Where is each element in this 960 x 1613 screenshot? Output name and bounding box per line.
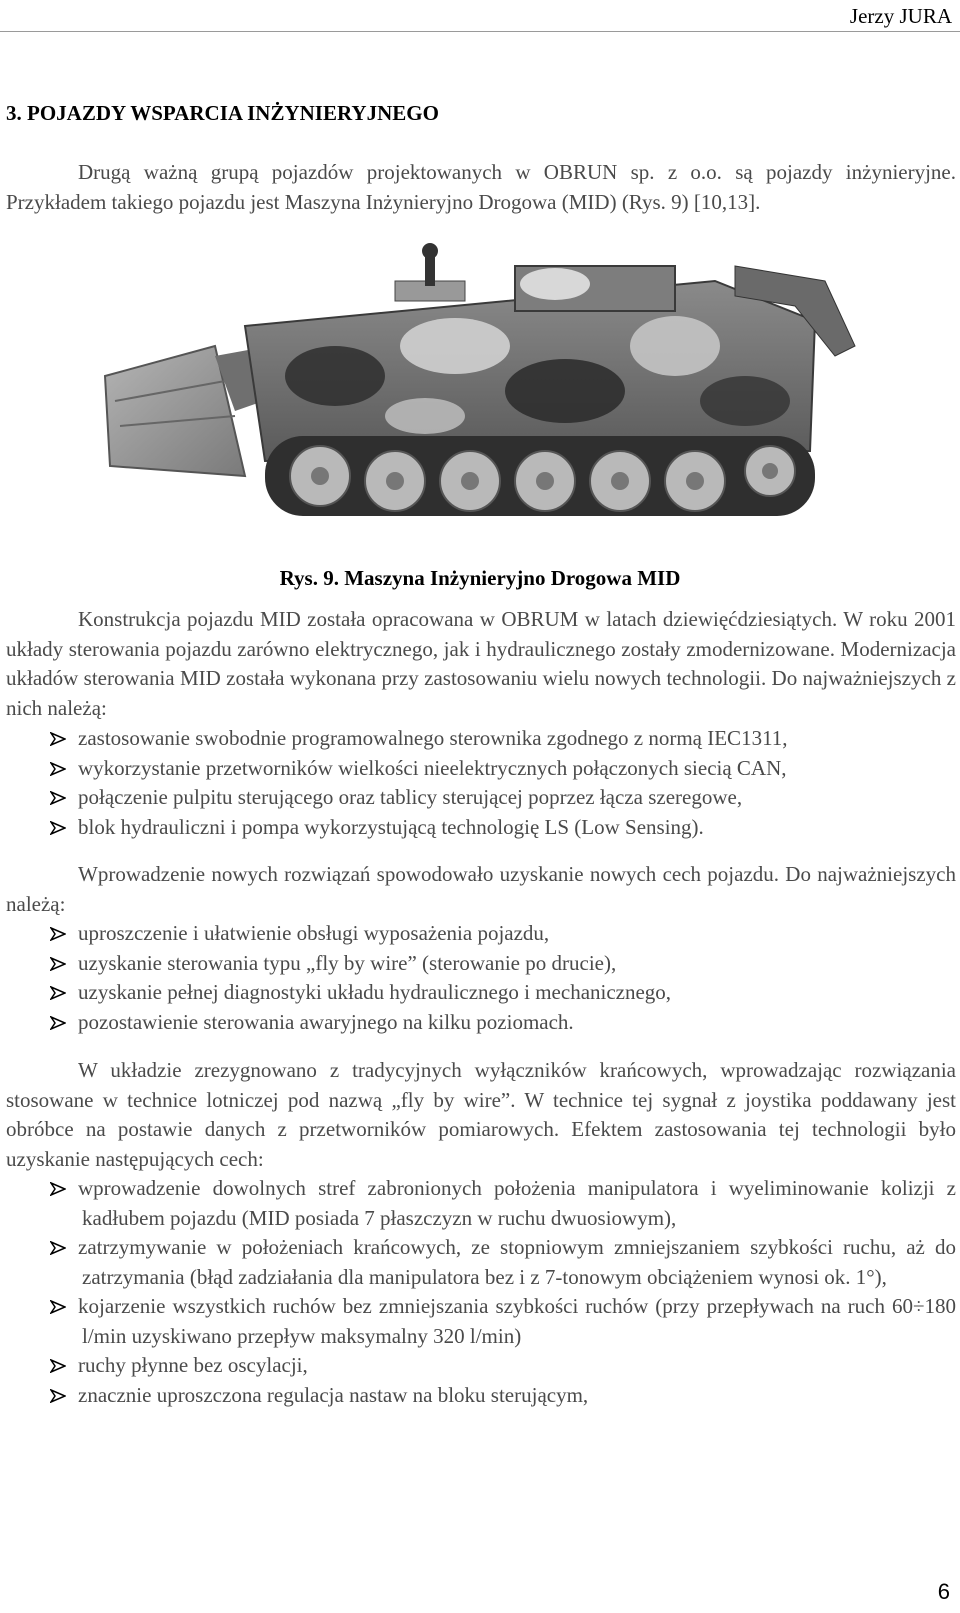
list-effects xyxy=(6,1174,956,1410)
arrow-bullet-icon xyxy=(50,1016,66,1030)
list-item: pozostawienie sterowania awaryjnego na kilku poziomach. xyxy=(6,1008,956,1038)
header-divider xyxy=(0,31,960,32)
section-heading: 3. POJAZDY WSPARCIA INŻYNIERYJNEGO xyxy=(6,101,439,125)
arrow-bullet-icon xyxy=(50,732,66,746)
arrow-bullet-icon xyxy=(50,927,66,941)
list-item: uzyskanie sterowania typu „fly by wire” (sterowanie po drucie), xyxy=(6,949,956,979)
list-item: uzyskanie pełnej diagnostyki układu hydraulicznego i mechanicznego, xyxy=(6,978,956,1008)
page-header-author: Jerzy JURA xyxy=(849,4,952,28)
arrow-bullet-icon xyxy=(50,957,66,971)
list-item: kojarzenie wszystkich ruchów bez zmniejszania szybkości ruchów (przy przepływach na ruch 60÷180 l/min uzyskiwano przepływ maksymalny 320 l/min) xyxy=(6,1292,956,1351)
list-item: połączenie pulpitu sterującego oraz tablicy sterującej poprzez łącza szeregowe, xyxy=(6,783,956,813)
arrow-bullet-icon xyxy=(50,821,66,835)
list-item: ruchy płynne bez oscylacji, xyxy=(6,1351,956,1381)
mid-vehicle-figure xyxy=(95,226,870,551)
list-item: znacznie uproszczona regulacja nastaw na bloku sterującym, xyxy=(6,1381,956,1411)
arrow-bullet-icon xyxy=(50,1389,66,1403)
arrow-bullet-icon xyxy=(50,986,66,1000)
arrow-bullet-icon xyxy=(50,762,66,776)
list-item: wprowadzenie dowolnych stref zabronionych położenia manipulatora i wyeliminowanie kolizji z kadłubem pojazdu (MID posiada 7 płaszczyzn w ruchu dwuosiowym), xyxy=(6,1174,956,1233)
page-number: 6 xyxy=(937,1579,950,1604)
paragraph-features: Wprowadzenie nowych rozwiązań spowodowało uzyskanie nowych cech pojazdu. Do najważniejszych należą: xyxy=(6,862,956,916)
list-item: blok hydrauliczni i pompa wykorzystującą technologię LS (Low Sensing). xyxy=(6,813,956,843)
list-features xyxy=(6,919,956,1037)
arrow-bullet-icon xyxy=(50,1241,66,1255)
figure-caption: Rys. 9. Maszyna Inżynieryjno Drogowa MID xyxy=(279,566,681,590)
list-item: wykorzystanie przetworników wielkości nieelektrycznych połączonych siecią CAN, xyxy=(6,754,956,784)
arrow-bullet-icon xyxy=(50,1300,66,1314)
arrow-bullet-icon xyxy=(50,1359,66,1373)
arrow-bullet-icon xyxy=(50,791,66,805)
list-item: zatrzymywanie w położeniach krańcowych, ze stopniowym zmniejszaniem szybkości ruchu, aż do zatrzymania (błąd zadziałania dla manipulatora bez i z 7-tonowym obciążeniem wynosi ok. 1°), xyxy=(6,1233,956,1292)
arrow-bullet-icon xyxy=(50,1182,66,1196)
paragraph-construction: Konstrukcja pojazdu MID została opracowana w OBRUM w latach dziewięćdziesiątych. W roku 2001 układy sterowania pojazdu zarówno elektrycznego, jak i hydraulicznego zostały zmodernizowane. Modernizacja układów sterowania MID została wykonana przy zastosowaniu wielu nowych technologii. Do najważniejszych z nich należą: xyxy=(6,607,956,720)
list-item: uproszczenie i ułatwienie obsługi wyposażenia pojazdu, xyxy=(6,919,956,949)
paragraph-fly-by-wire: W układzie zrezygnowano z tradycyjnych wyłączników krańcowych, wprowadzając rozwiązania stosowane w technice lotniczej pod nazwą „fly by wire”. W technice tej sygnał z joystika poddawany jest obróbce na postawie danych z przetworników pomiarowych. Efektem zastosowania tej technologii było uzyskanie następujących cech: xyxy=(6,1058,956,1171)
intro-paragraph: Drugą ważną grupą pojazdów projektowanych w OBRUN sp. z o.o. są pojazdy inżynieryjne. Przykładem takiego pojazdu jest Maszyna Inżynieryjno Drogowa (MID) (Rys. 9) [10,13]. xyxy=(6,160,956,214)
list-modernization xyxy=(6,724,956,842)
list-item: zastosowanie swobodnie programowalnego sterownika zgodnego z normą IEC1311, xyxy=(6,724,956,754)
